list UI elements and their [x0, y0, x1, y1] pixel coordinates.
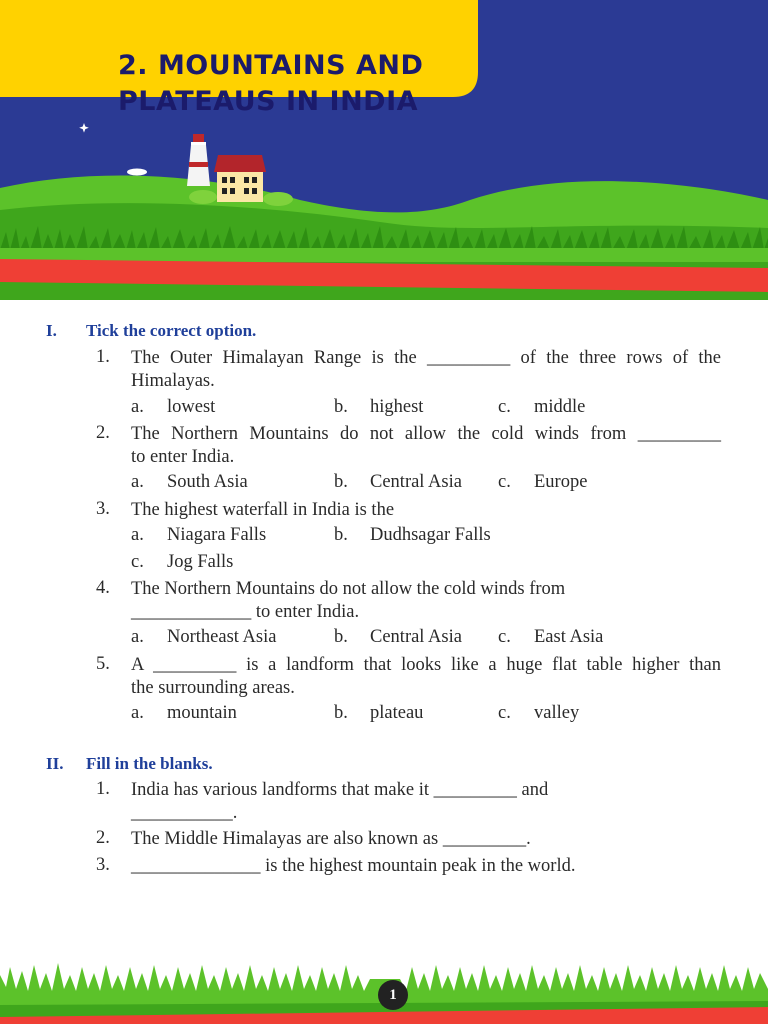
question-number: 2.: [96, 828, 110, 848]
question-text: The highest waterfall in India is the: [131, 500, 395, 520]
question-text-cont: the surrounding areas.: [131, 678, 295, 698]
section-number: II.: [46, 754, 64, 773]
section-title: Fill in the blanks.: [86, 754, 213, 773]
question-number: 3.: [96, 499, 110, 519]
option-a[interactable]: a. South Asia: [131, 472, 248, 492]
option-a[interactable]: a. lowest: [131, 397, 216, 417]
option-c[interactable]: c. Jog Falls: [131, 552, 234, 572]
option-a[interactable]: a. Niagara Falls: [131, 525, 267, 545]
question-text: The Outer Himalayan Range is the _________ of the three rows of the: [131, 348, 721, 368]
question-text: A _________ is a landform that looks like a huge flat table higher than: [131, 655, 721, 675]
option-c[interactable]: c. Europe: [498, 472, 588, 492]
option-c[interactable]: c. East Asia: [498, 627, 604, 647]
section-number: I.: [46, 321, 57, 340]
section-title: Tick the correct option.: [86, 321, 257, 340]
option-b[interactable]: b. Central Asia: [334, 627, 462, 647]
question-text: ______________ is the highest mountain peak in the world.: [131, 856, 576, 876]
question-text: The Middle Himalayas are also known as _________.: [131, 829, 531, 849]
question-number: 3.: [96, 855, 110, 875]
question-text: India has various landforms that make it _________ and: [131, 780, 549, 800]
option-b[interactable]: b. highest: [334, 397, 424, 417]
option-b[interactable]: b. Central Asia: [334, 472, 462, 492]
chapter-header: [0, 0, 768, 300]
question-text-cont: to enter India.: [131, 447, 235, 467]
question-text-cont: ___________.: [131, 803, 238, 823]
option-a[interactable]: a. Northeast Asia: [131, 627, 277, 647]
option-a[interactable]: a. mountain: [131, 703, 237, 723]
question-number: 2.: [96, 423, 110, 443]
chapter-title-line-2: PLATEAUS IN INDIA: [118, 86, 419, 117]
question-text-cont: Himalayas.: [131, 371, 215, 391]
house-icon: [214, 155, 266, 202]
option-c[interactable]: c. middle: [498, 397, 586, 417]
option-b[interactable]: b. plateau: [334, 703, 424, 723]
question-number: 5.: [96, 654, 110, 674]
question-text-cont: _____________ to enter India.: [131, 602, 360, 622]
question-text: The Northern Mountains do not allow the cold winds from: [131, 579, 566, 599]
title-banner: [0, 0, 478, 97]
option-c[interactable]: c. valley: [498, 703, 580, 723]
question-text: The Northern Mountains do not allow the cold winds from _________: [131, 424, 721, 444]
chapter-title-line-1: 2. MOUNTAINS AND: [118, 50, 424, 81]
question-number: 1.: [96, 347, 110, 367]
page-number-badge: 1: [378, 980, 408, 1010]
question-number: 4.: [96, 578, 110, 598]
question-number: 1.: [96, 779, 110, 799]
option-b[interactable]: b. Dudhsagar Falls: [334, 525, 491, 545]
